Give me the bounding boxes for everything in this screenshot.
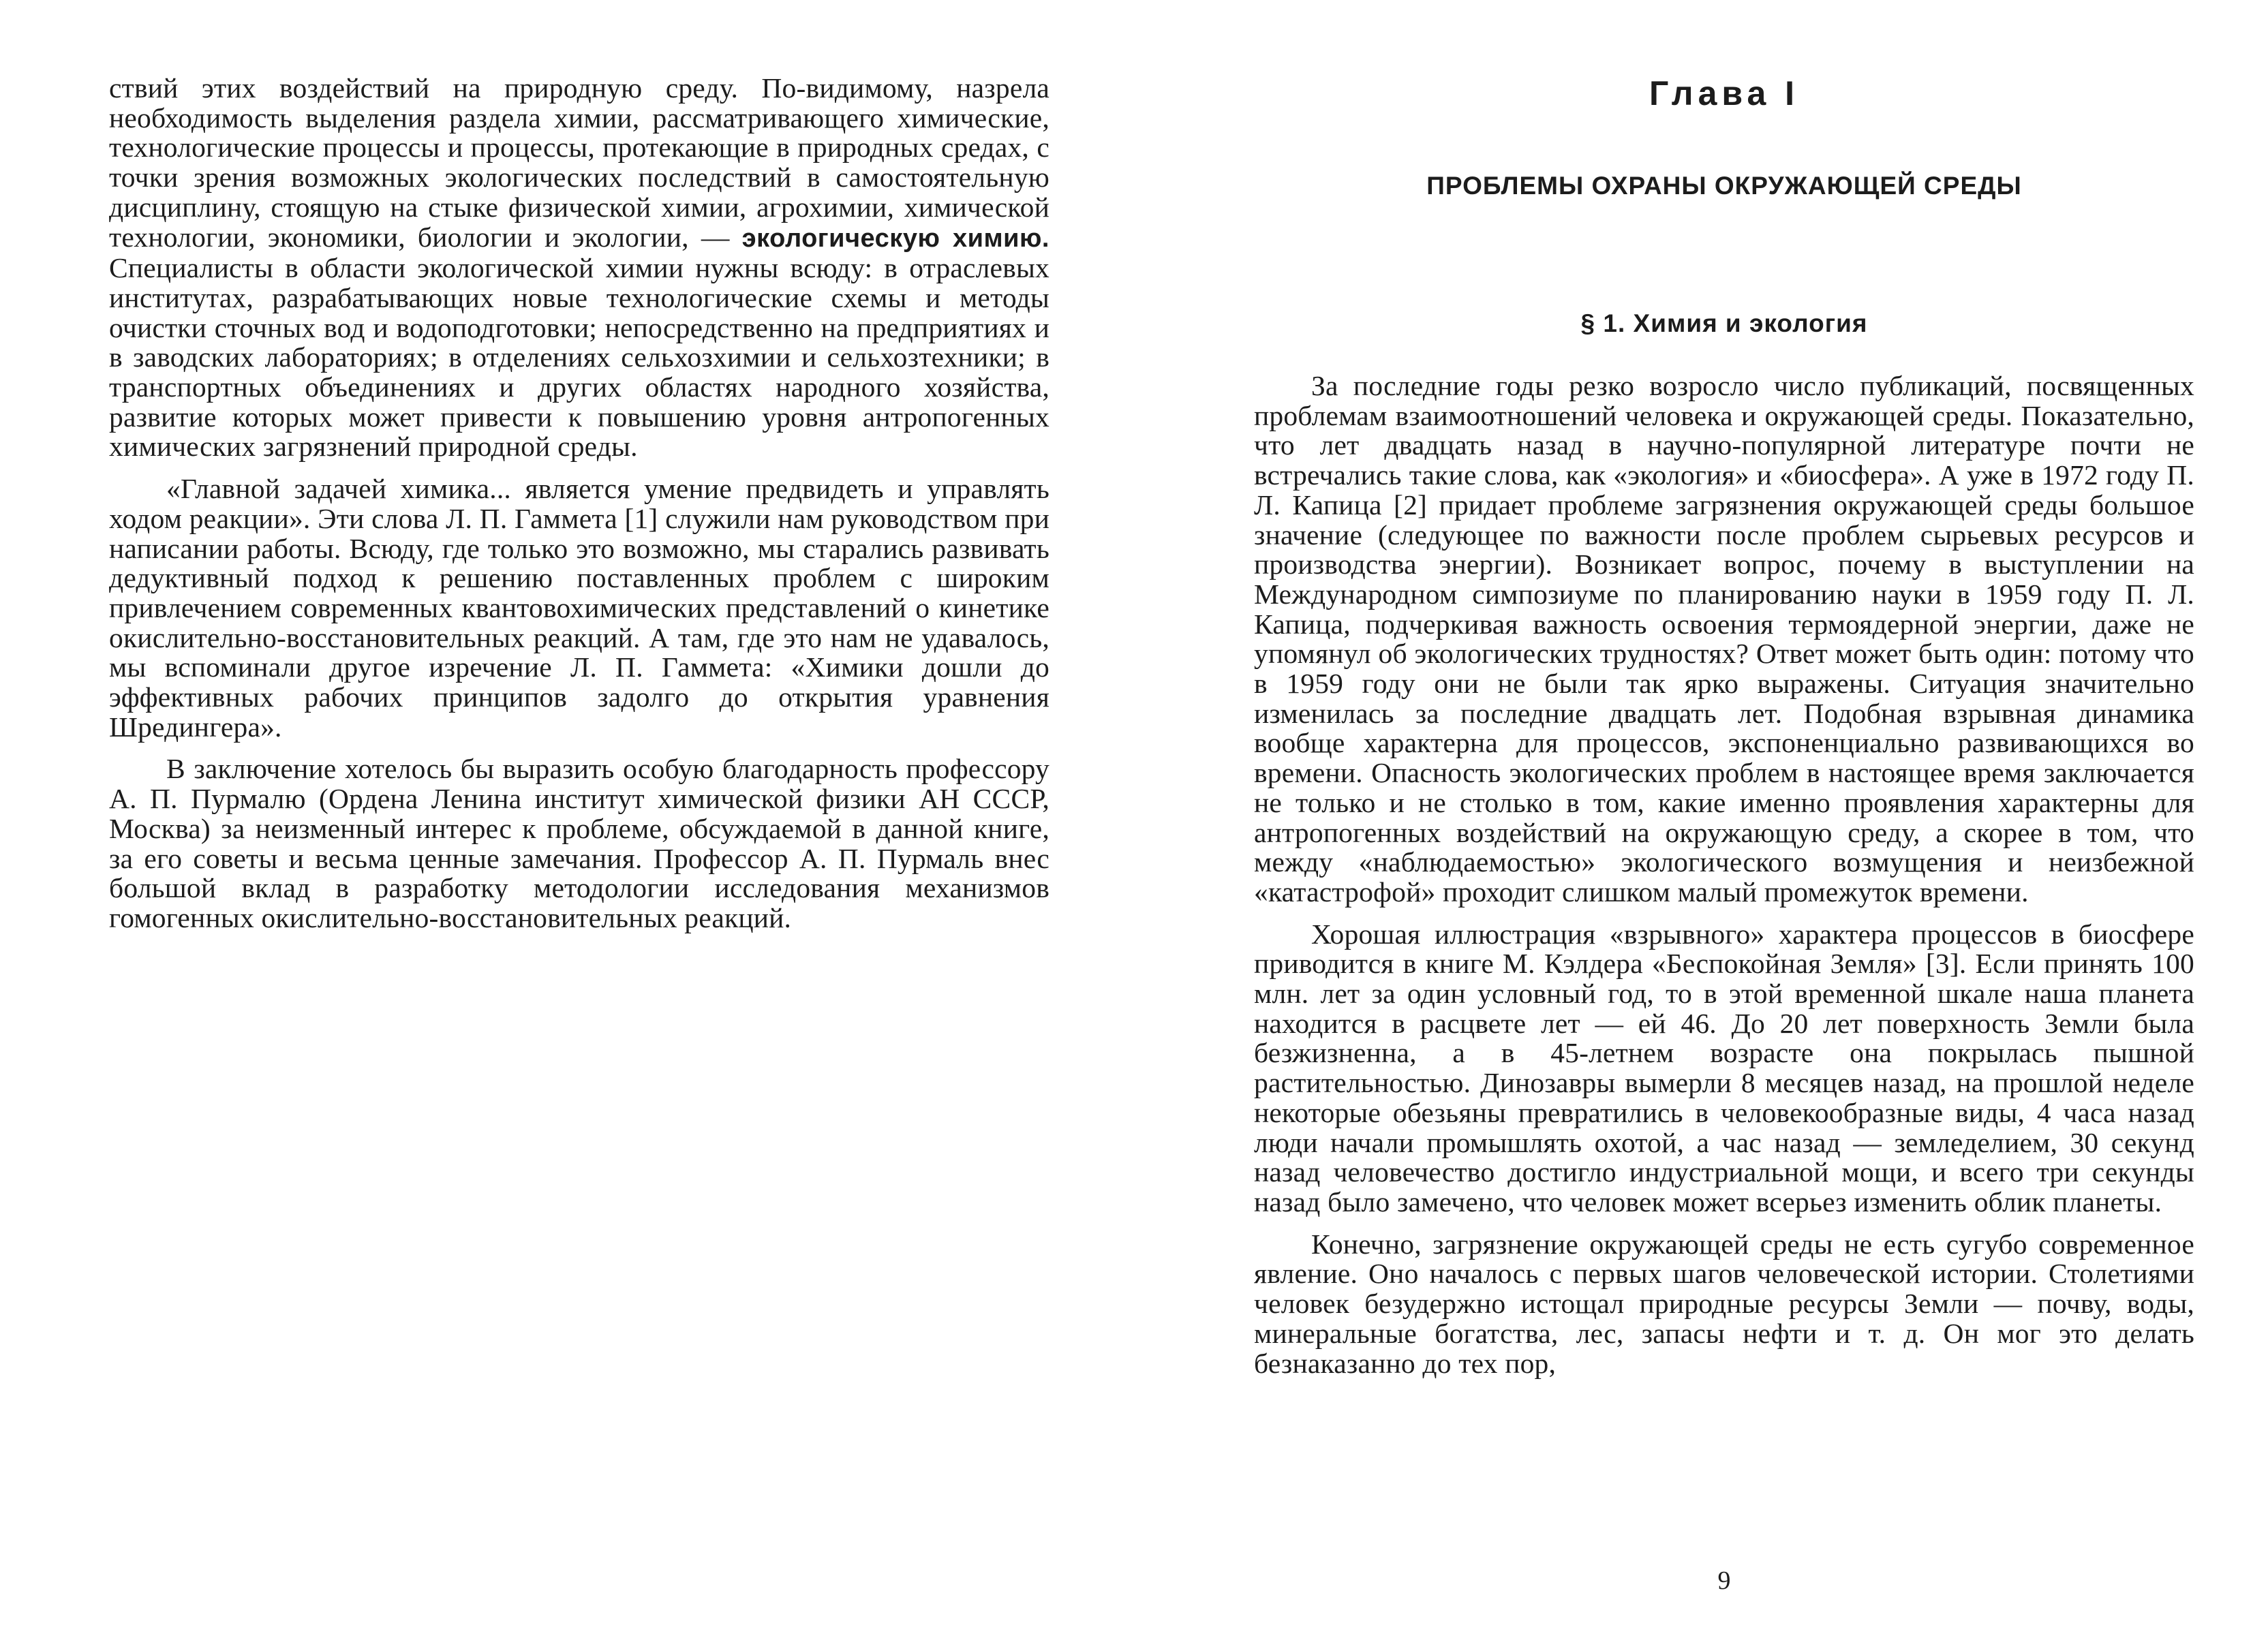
chapter-label: Глава I — [1649, 74, 1800, 112]
left-paragraph-1 — [109, 74, 1049, 462]
left-paragraph-1-text-before: ствий этих воздействий на природную среду. По-видимому, назрела необходимость выделения раздела химии, рассматривающего химические, технологические процессы и процессы, протекающие в природных средах, с точки зрения возможных экологических последствий в самостоятельную дисциплину, стоящую на стыке физической химии, агрохимии, химической технологии, экономики, биологии и экологии, — — [109, 72, 1049, 253]
chapter-title: ПРОБЛЕМЫ ОХРАНЫ ОКРУЖАЮЩЕЙ СРЕДЫ — [1426, 172, 2022, 200]
left-paragraph-1-text-after: Специалисты в области экологической химии нужны всюду: в отраслевых институтах, разрабатывающих новые технологические схемы и методы очистки сточных вод и водоподготовки; непосредственно на предприятиях и в заводских лабораториях; в отделениях сельхозхимии и сельхозтехники; в транспортных объединениях и других областях народного хозяйства, развитие которых может привести к повышению уровня антропогенных химических загрязнений природной среды. — [109, 252, 1049, 463]
left-paragraph-2: «Главной задачей химика... является умение предвидеть и управлять ходом реакции». Эти слова Л. П. Гаммета [1] служили нам руководством при написании работы. Всюду, где только это возможно, мы старались развивать дедуктивный подход к решению поставленных проблем с широким привлечением современных квантовохимических представлений о кинетике окислительно-восстановительных реакций. А там, где это нам не удавалось, мы вспоминали другое изречение Л. П. Гаммета: «Химики дошли до эффективных рабочих принципов задолго до открытия уравнения Шредингера». — [109, 473, 1049, 743]
left-text-column — [109, 74, 1049, 946]
term-ecological-chemistry: экологическую химию. — [741, 223, 1049, 253]
right-text-column — [1254, 371, 2194, 1391]
right-paragraph-1: За последние годы резко возросло число публикаций, посвященных проблемам взаимоотношений человека и окружающей среды. Показательно, что лет двадцать назад в научно-популярной литературе почти не встречались такие слова, как «экология» и «биосфера». А уже в 1972 году П. Л. Капица [2] придает проблеме загрязнения окружающей среды большое значение (следующее по важности после проблем сырьевых ресурсов и производства энергии). Возникает вопрос, почему в выступлении на Международном симпозиуме по планированию науки в 1959 году П. Л. Капица, подчеркивая важность освоения термоядерной энергии, даже не упомянул об экологических трудностях? Ответ может быть один: потому что в 1959 году они не были так ярко выражены. Ситуация значительно изменилась за последние двадцать лет. Подобная взрывная динамика вообще характерна для процессов, экспоненциально развивающихся во времени. Опасность экологических проблем в настоящее время заключается не только и не столько в том, какие именно проявления характерны для антропогенных воздействий на окружающую среду, а скорее в том, что между «наблюдаемостью» экологического возмущения и неизбежной «катастрофой» проходит слишком малый промежуток времени. — [1254, 370, 2194, 908]
left-page — [109, 0, 1049, 1642]
page-number: 9 — [1717, 1566, 1731, 1595]
left-paragraph-3: В заключение хотелось бы выразить особую благодарность профессору А. П. Пурмалю (Ордена Ленина институт химической физики АН СССР, Москва) за неизменный интерес к проблеме, обсуждаемой в данной книге, за его советы и весьма ценные замечания. Профессор А. П. Пурмаль внес большой вклад в разработку методологии исследования механизмов гомогенных окислительно-восстановительных реакций. — [109, 753, 1049, 933]
right-paragraph-3: Конечно, загрязнение окружающей среды не есть сугубо современное явление. Оно началось с первых шагов человеческой истории. Столетиями человек безудержно истощал природные ресурсы Земли — почву, воды, минеральные богатства, лес, запасы нефти и т. д. Он мог это делать безнаказанно до тех пор, — [1254, 1228, 2194, 1379]
right-page — [1254, 0, 2194, 1642]
section-title: § 1. Химия и экология — [1580, 309, 1868, 337]
right-paragraph-2: Хорошая иллюстрация «взрывного» характера процессов в биосфере приводится в книге М. Кэлдера «Беспокойная Земля» [3]. Если принять 100 млн. лет за один условный год, то в этой временной шкале наша планета находится в расцвете лет — ей 46. До 20 лет поверхность Земли была безжизненна, а в 45-летнем возрасте она покрылась пышной растительностью. Динозавры вымерли 8 месяцев назад, на прошлой неделе некоторые обезьяны превратились в человекообразные виды, 4 часа назад люди начали промышлять охотой, а час назад — земледелием, 30 секунд назад человечество достигло индустриальной мощи, и всего три секунды назад было замечено, что человек может всерьез изменить облик планеты. — [1254, 918, 2194, 1218]
